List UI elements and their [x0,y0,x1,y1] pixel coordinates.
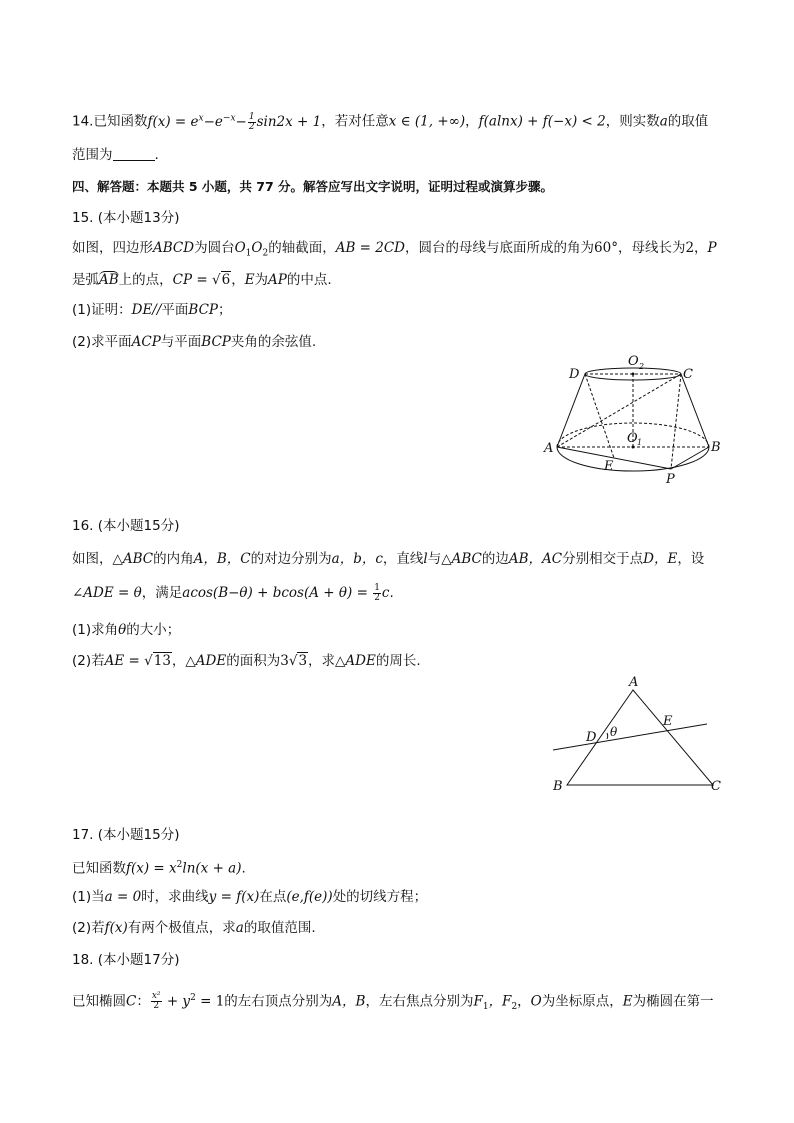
q14-inequality: f(alnx) + f(−x) < 2 [478,113,606,130]
q14-minus: − [235,113,247,130]
generatrix-right [681,374,709,447]
q16-s1c: 的大小； [126,622,181,638]
q17-line1 [72,855,734,879]
q15-s2e: 夹角的余弦值. [230,334,317,350]
q18-p1a: 已知椭圆 [72,993,126,1010]
tri-label-e: E [663,714,673,729]
label-p: P [666,472,675,487]
q16-p1c: 的内角 [153,551,194,567]
q16-p2c: acos(B−θ) + bcos(A + θ) = [182,585,373,601]
q16-p1o: ，设 [677,551,705,567]
q16-p1l: AB，AC [508,551,563,567]
q18-p1b: C [126,993,137,1010]
generatrix-left [557,374,585,447]
q15-line1 [72,238,734,264]
q15-p1n: ， [694,240,708,256]
q17-heading: 17. (本小题15分) [72,827,180,843]
q15-p1m: 2 [685,240,695,256]
q14-a: a [659,113,668,130]
q16-p1i: 与 [427,551,442,567]
q14-frac-n: 1 [248,111,255,122]
q15-p1l: ，母线长为 [617,240,686,256]
q17-s1g: 处的切线方程； [332,889,428,905]
q17-s2a: (2)若 [72,920,105,936]
q15-arc-ab: AB [99,272,119,288]
q15-s2b: ACP [131,334,161,350]
q15-sqrt: √6 [211,272,231,288]
tri-label-c: C [711,779,721,794]
q16-s1b: θ [118,622,127,638]
q17-s2e: 的取值范围. [243,920,316,936]
q15-s2a: (2)求平面 [72,334,132,350]
q16-p1f: a，b，c [331,551,383,567]
q17-s1d: y = f(x) [208,889,260,905]
q15-p1g: 2 [262,248,269,259]
q18-p1r: 为坐标原点， [541,993,623,1010]
q17-p1c: 2 [176,860,183,870]
q15-p1b: ABCD [153,240,195,256]
q14-line2 [72,145,734,165]
q17-s1c: 时，求曲线 [141,889,209,905]
q18-p1e: + y [162,993,191,1010]
q18-p1c: ： [136,993,150,1010]
q14-dash: −e [203,113,223,130]
q14-t3: ， [465,113,479,130]
q14-t2: ，若对任意 [321,113,389,130]
segment-ap [557,447,671,469]
bottom-ellipse-front [557,447,709,471]
q16-p2e: c [381,585,390,601]
q18-fraction [151,992,162,1011]
q15-p1c: 为圆台 [194,240,235,256]
q18-p1g: = 1 [195,993,225,1010]
q16-sub2 [72,651,734,671]
q16-p1m: 分别相交于点 [562,551,644,567]
label-c: C [683,367,693,382]
q16-p1g: ，直线 [382,551,424,567]
line-l [553,724,707,750]
q16-line2 [72,583,734,603]
q18-p1f: 2 [190,993,196,1003]
tri-label-d: D [586,730,597,745]
q16-frac-n: 1 [374,582,380,593]
q16-p1e: 的对边分别为 [250,551,332,567]
q15-p1d: O [234,240,246,256]
q14-t4: ，则实数 [605,113,660,130]
q16-s1a: (1)求角 [72,622,119,638]
q17-s1b: a = 0 [104,889,142,905]
q17-p1d: ln(x + a) [182,860,242,877]
q16-s2j: △ADE [335,653,376,669]
q15-p2d: CP = [172,272,212,288]
q15-s1b: DE// [131,302,162,318]
q16-s2b: AE = [104,653,145,669]
q15-p1e: 1 [245,248,252,259]
label-e: E [604,459,614,474]
q17-sub1 [72,887,734,907]
q18-p1p: ， [517,993,531,1010]
q16-s2h: 3 [298,653,308,669]
q15-heading: 15. (本小题13分) [72,210,180,226]
label-o1-sub: 1 [637,438,643,447]
q17-p1e: . [241,860,246,877]
q17-s1f: (e,f(e)) [286,889,333,905]
q16-fraction [373,584,381,603]
label-b: B [711,440,721,455]
q14-t6: 范围为 [72,147,113,163]
q18-line1 [72,988,734,1017]
q16-p2f: . [389,585,394,601]
label-o2-sub: 2 [639,362,645,371]
q16-s2c: 13 [153,653,171,669]
q15-p2e: 6 [221,272,231,288]
q15-p1k: 60° [594,240,618,256]
q18-p1o: 2 [511,1002,518,1013]
q16-p1j: △ABC [441,551,482,567]
q16-p2b: ，满足 [141,585,183,601]
q16-p1k: 的边 [481,551,509,567]
q15-p1i: AB = 2CD [335,240,406,256]
q14-number: 14. [72,113,94,130]
q18-frac-d: 2 [153,1001,160,1011]
q14-frac-d: 2 [248,121,255,132]
q17-s2c: 有两个极值点，求 [127,920,236,936]
q15-p1o: P [707,240,717,256]
q17-s2d: a [235,920,244,936]
point-o2 [632,373,635,376]
q15-sub2 [72,332,734,352]
q15-p2h: 为 [254,272,269,288]
q17-p1a: 已知函数 [72,860,126,877]
q18-p1j: ，左右焦点分别为 [365,993,474,1010]
q15-s1a: (1)证明： [72,302,132,318]
q16-s2a: (2)若 [72,653,105,669]
q16-frac-d: 2 [374,592,380,603]
q15-s2d: BCP [201,334,231,350]
q15-p2f: ， [231,272,245,288]
q16-s2f: 的面积为 [226,653,281,669]
q16-line1 [72,549,734,569]
answer-blank[interactable] [113,147,155,161]
q16-sqrt3: √3 [288,653,308,669]
q18-p1l: 1 [482,1002,489,1013]
q17-s1e: 在点 [259,889,287,905]
q18-p1t: 为椭圆在第一 [632,993,714,1010]
q16-sqrt13: √13 [144,653,171,669]
q14-text: 已知函数 [93,113,148,130]
q15-p2j: 的中点. [286,272,332,288]
q14-function [147,111,322,132]
angle-theta-arc [607,733,608,739]
q15-p2a: 是弧 [72,272,99,288]
q14-sup1: x [198,113,204,123]
q16-s2e: △ADE [185,653,227,669]
triangle-figure [545,670,735,800]
segment-cp [671,374,681,469]
q16-s2d: ， [171,653,186,669]
q14-t7: . [154,147,159,163]
q14-fraction [248,113,256,132]
q17-s1a: (1)当 [72,889,105,905]
q18-p1m: ，F [488,993,512,1010]
q15-sub1 [72,300,734,320]
q17-p1b: f(x) = x [126,860,177,877]
q15-p1f: O [251,240,263,256]
tri-label-b: B [553,779,563,794]
q16-p1a: 如图， [72,551,113,567]
q15-s1c: 平面 [161,302,189,318]
q18-p1s: E [622,993,633,1010]
q15-p1j: ，圆台的母线与底面所成的角为 [405,240,595,256]
label-o1: O [627,431,638,446]
q15-s2c: 与平面 [160,334,202,350]
q16-p1d: A，B，C [193,551,251,567]
q16-p2a: ∠ADE = θ [72,585,142,601]
q18-p1q: O [530,993,542,1010]
q15-p2g: E [244,272,255,288]
q17-s2b: f(x) [104,920,128,936]
q14-sup2: −x [222,113,236,123]
q17-sub2 [72,918,734,938]
q16-p1n: D，E [643,551,678,567]
q14-t5: 的取值 [667,113,709,130]
q14-sin: sin2x + 1 [256,113,322,130]
q15-p2c: 上的点， [118,272,173,288]
q16-s2k: 的周长. [375,653,421,669]
q14-f: f(x) = e [147,113,199,130]
q18-p1h: 的左右顶点分别为 [224,993,333,1010]
segment-bp [671,447,709,469]
q16-sub1 [72,620,734,640]
q16-heading: 16. (本小题15分) [72,518,180,534]
q14-line1 [72,108,734,132]
q16-s2i: ，求 [308,653,336,669]
q16-p1b: △ABC [112,551,154,567]
q16-s2g: 3 [280,653,289,669]
q16-p1h: l [423,551,428,567]
q18-p1i: A，B [332,993,366,1010]
tri-label-theta: θ [610,725,618,739]
section-header: 四、解答题：本题共 5 小题，共 77 分。解答应写出文字说明，证明过程或演算步骤。 [72,179,554,194]
q15-s1e: ； [218,302,232,318]
q18-frac-n: x² [151,991,161,1001]
label-o2: O [628,354,639,369]
q18-p1k: F [473,993,483,1010]
q15-line2 [72,270,734,290]
q18-heading: 18. (本小题17分) [72,952,180,968]
q15-p1h: 的轴截面， [268,240,336,256]
label-a: A [544,441,554,456]
tri-label-a: A [629,675,639,690]
label-d: D [569,367,580,382]
segment-ac [557,374,681,447]
q15-p1a: 如图，四边形 [72,240,153,256]
q15-s1d: BCP [188,302,218,318]
q15-p2i: AP [268,272,287,288]
q14-domain: x ∈ (1, +∞) [388,113,466,130]
frustum-figure [535,350,725,490]
